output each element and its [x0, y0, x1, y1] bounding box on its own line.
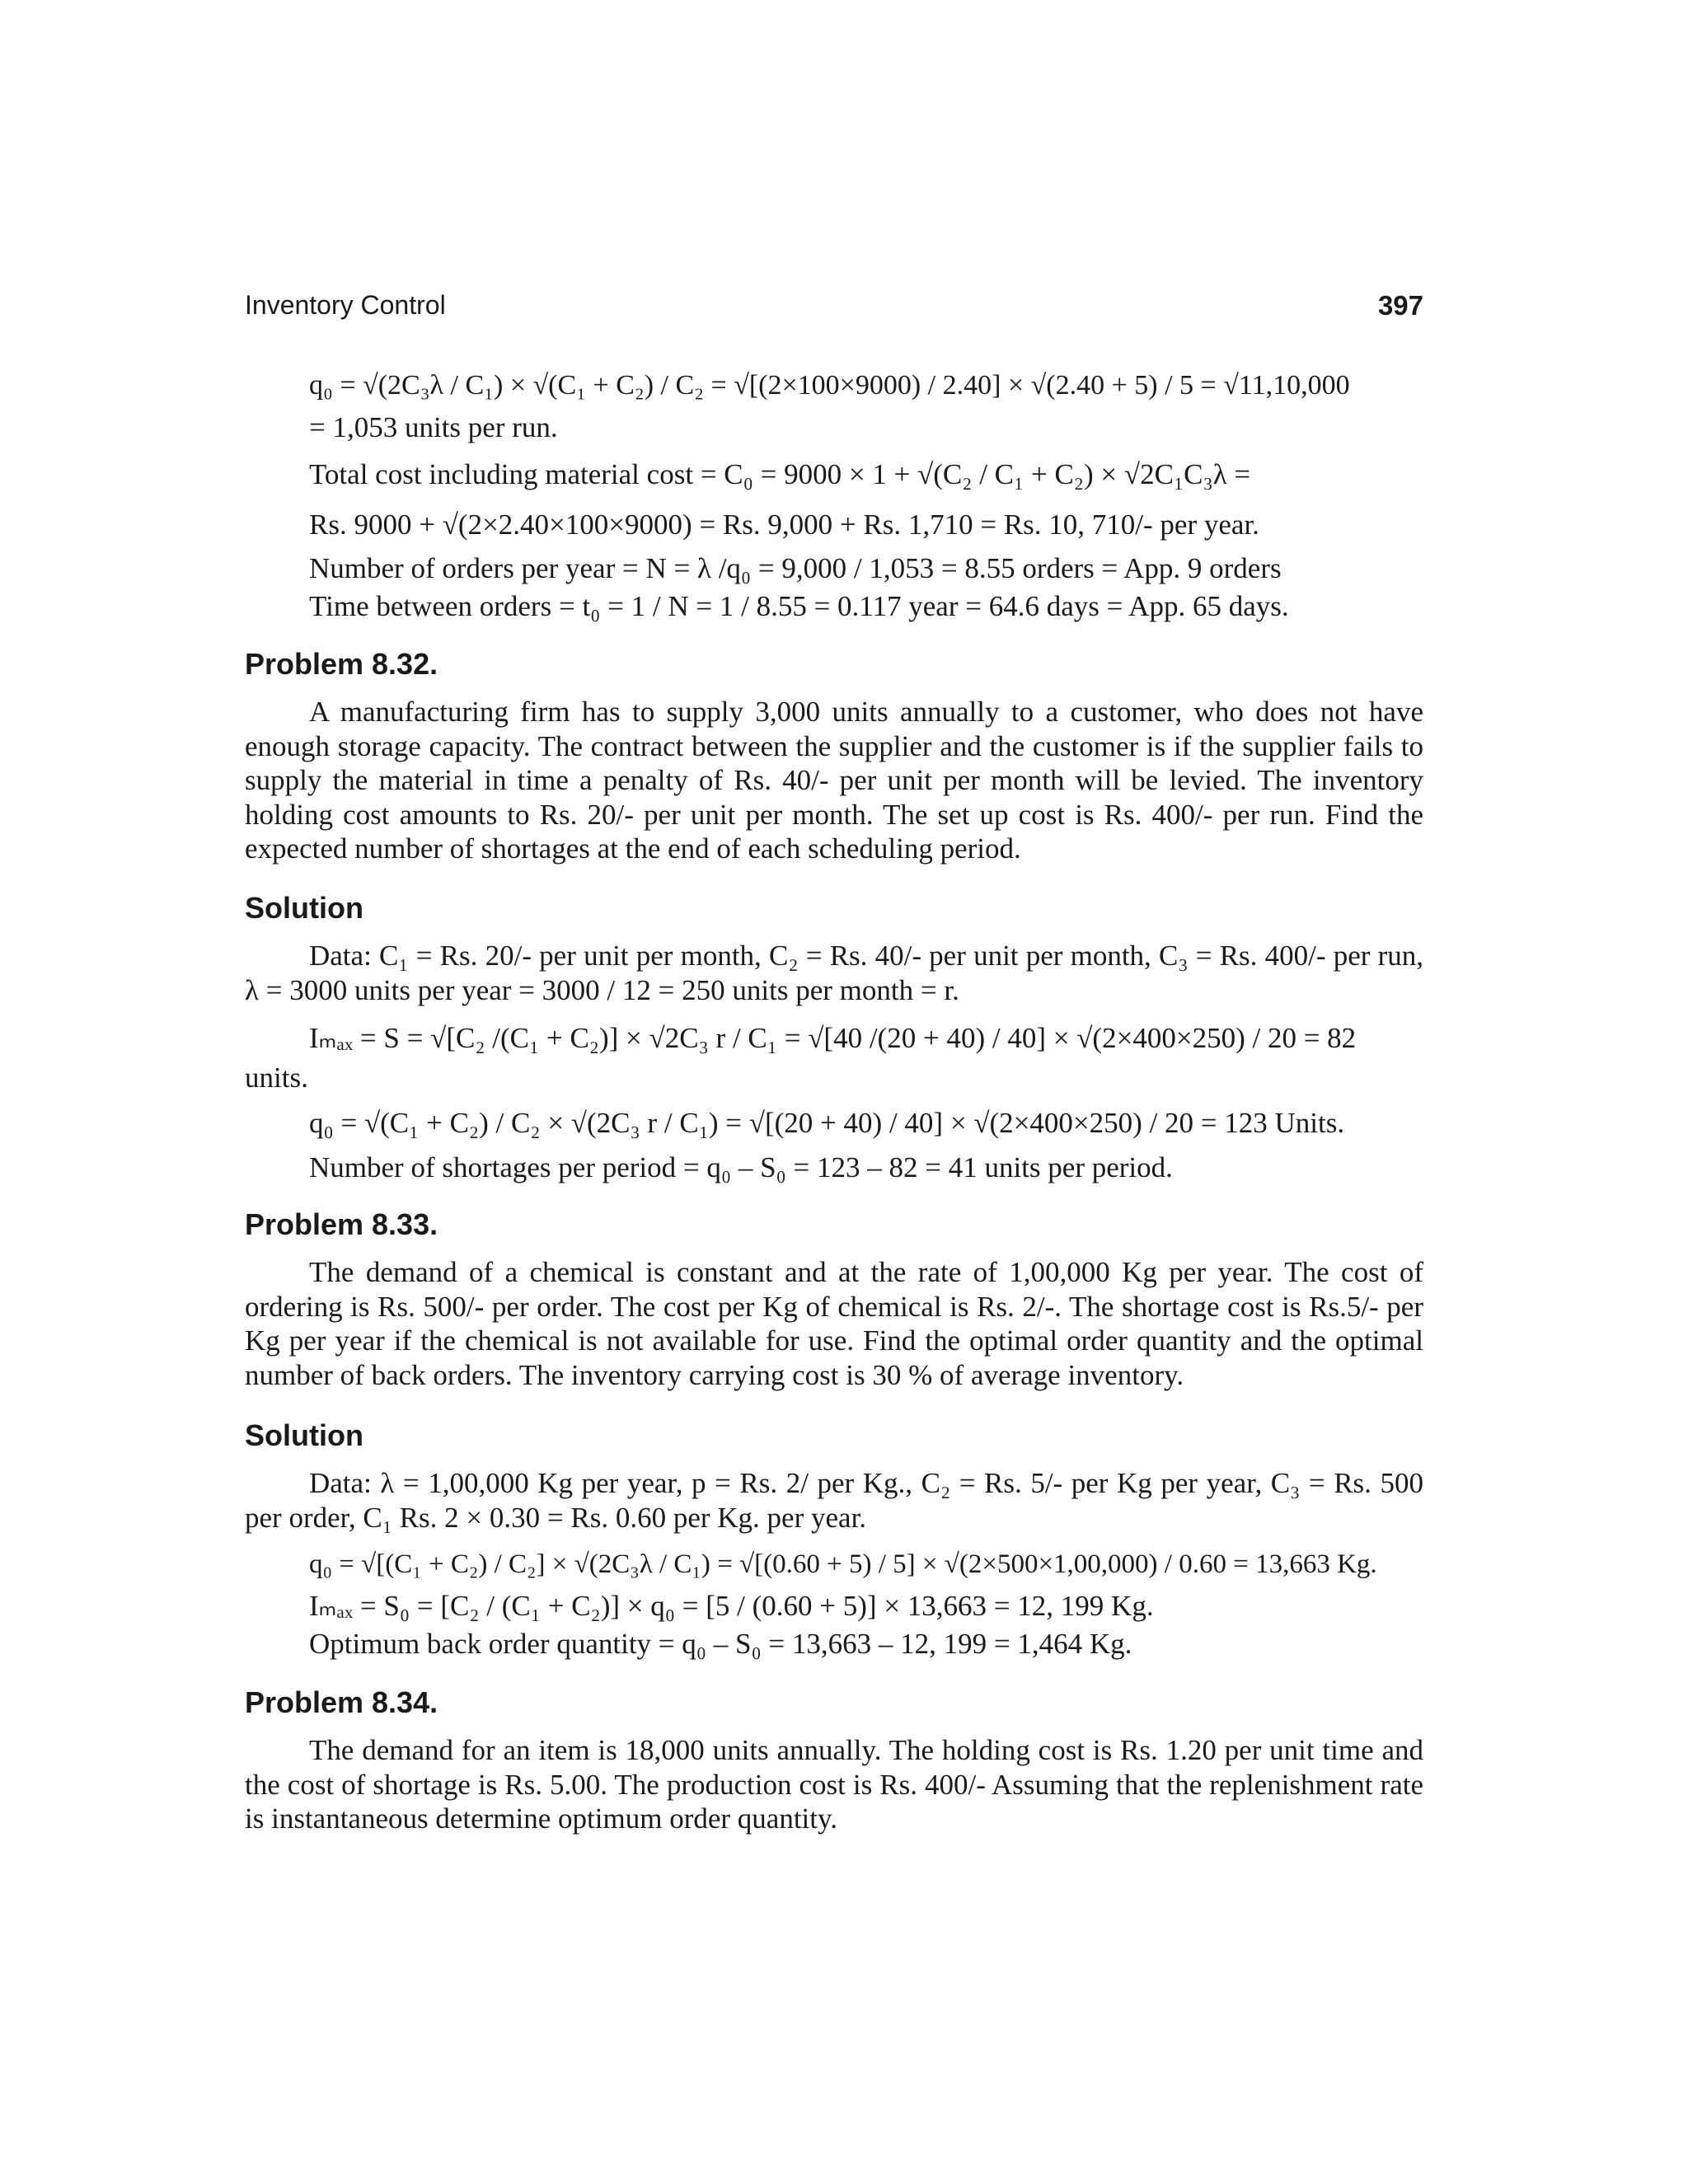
- running-head: [245, 290, 1423, 326]
- imax-unit-8-32: units.: [245, 1062, 308, 1094]
- problem-text-8-32: [245, 695, 1423, 866]
- solution-heading-8-32: Solution: [245, 891, 363, 925]
- problem-text-8-33-body: The demand of a chemical is constant and at the rate of 1,00,000 Kg per year. The cost of ordering is Rs. 500/- per order. The cost per Kg of chemical is Rs. 2/-. The shortage cost is Rs.5/- per Kg per year if the chemical is not available for use. Find the optimal order quantity and the optimal number of back orders. The inventory carrying cost is 30 % of average inventory.: [245, 1256, 1423, 1391]
- solution-heading-8-33: Solution: [245, 1418, 363, 1452]
- imax-formula-8-33: Iₘₐₓ = S₀ = [C₂ / (C₁ + C₂)] × q₀ = [5 / (0.60 + 5)] × 13,663 = 12, 199 Kg.: [309, 1590, 1154, 1622]
- page-number: 397: [1377, 290, 1423, 321]
- total-cost-formula: Total cost including material cost = C₀ = 9000 × 1 + √(C₂ / C₁ + C₂) × √2C₁C₃λ =: [309, 458, 1251, 490]
- problem-text-8-33: [245, 1255, 1423, 1392]
- solution-data-8-33: [245, 1466, 1423, 1535]
- back-order-result-8-33: Optimum back order quantity = q₀ – S₀ = 13,663 – 12, 199 = 1,464 Kg.: [309, 1628, 1132, 1660]
- problem-heading-8-33: Problem 8.33.: [245, 1207, 438, 1241]
- total-cost-result: Rs. 9000 + √(2×2.40×100×9000) = Rs. 9,000 + Rs. 1,710 = Rs. 10, 710/- per year.: [309, 509, 1259, 541]
- solution-data-8-32-body: Data: C₁ = Rs. 20/- per unit per month, C₂ = Rs. 40/- per unit per month, C₃ = Rs. 400/- per run, λ = 3000 units per year = 3000 / 12 = 250 units per month = r.: [245, 940, 1423, 1006]
- problem-heading-8-34: Problem 8.34.: [245, 1685, 438, 1719]
- problem-heading-8-32: Problem 8.32.: [245, 647, 438, 681]
- problem-text-8-32-body: A manufacturing firm has to supply 3,000 units annually to a customer, who does not have enough storage capacity. The contract between the supplier and the customer is if the supplier fails to supply the material in time a penalty of Rs. 40/- per unit per month will be levied. The inventory holding cost amounts to Rs. 20/- per unit per month. The set up cost is Rs. 400/- per run. Find the expected number of shortages at the end of each scheduling period.: [245, 696, 1423, 865]
- q0-formula-8-32: q₀ = √(C₁ + C₂) / C₂ × √(2C₃ r / C₁) = √[(20 + 40) / 40] × √(2×400×250) / 20 = 123 Units.: [309, 1107, 1345, 1139]
- problem-text-8-34-body: The demand for an item is 18,000 units annually. The holding cost is Rs. 1.20 per unit time and the cost of shortage is Rs. 5.00. The production cost is Rs. 400/- Assuming that the replenishment rate is instantaneous determine optimum order quantity.: [245, 1734, 1423, 1835]
- problem-text-8-34: [245, 1733, 1423, 1836]
- equation-q0-811: q₀ = √(2C₃λ / C₁) × √(C₁ + C₂) / C₂ = √[(2×100×9000) / 2.40] × √(2.40 + 5) / 5 = √11,10,000: [309, 370, 1350, 401]
- shortages-result-8-32: Number of shortages per period = q₀ – S₀ = 123 – 82 = 41 units per period.: [309, 1151, 1173, 1183]
- q0-formula-8-33: q₀ = √[(C₁ + C₂) / C₂] × √(2C₃λ / C₁) = √[(0.60 + 5) / 5] × √(2×500×1,00,000) / 0.60 = 13,663 Kg.: [309, 1549, 1377, 1579]
- solution-data-8-33-body: Data: λ = 1,00,000 Kg per year, p = Rs. 2/ per Kg., C₂ = Rs. 5/- per Kg per year, C₃ = Rs. 500 per order, C₁ Rs. 2 × 0.30 = Rs. 0.60 per Kg. per year.: [245, 1467, 1423, 1534]
- time-between-orders: Time between orders = t₀ = 1 / N = 1 / 8.55 = 0.117 year = 64.6 days = App. 65 days.: [309, 590, 1289, 622]
- imax-formula-8-32: Iₘₐₓ = S = √[C₂ /(C₁ + C₂)] × √2C₃ r / C₁ = √[40 /(20 + 40) / 40] × √(2×400×250) / 20 = 82: [309, 1022, 1357, 1054]
- orders-per-year: Number of orders per year = N = λ /q₀ = 9,000 / 1,053 = 8.55 orders = App. 9 orders: [309, 552, 1282, 584]
- chapter-title: Inventory Control: [245, 290, 446, 320]
- equation-q0-result: = 1,053 units per run.: [309, 411, 558, 443]
- solution-data-8-32: [245, 939, 1423, 1007]
